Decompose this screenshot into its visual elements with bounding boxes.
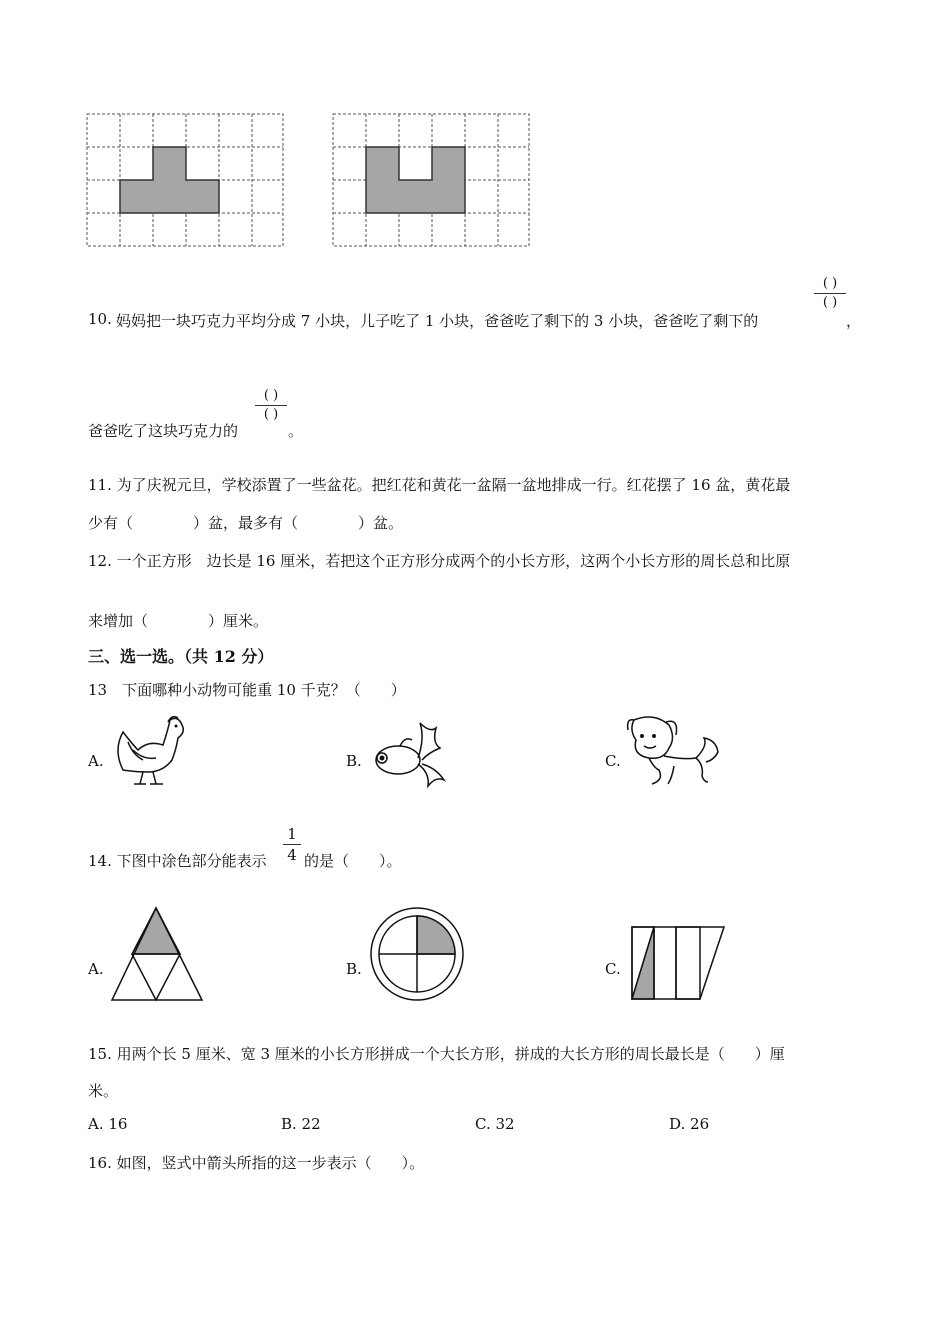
q13-text: 13 下面哪种小动物可能重 10 千克？（ ） — [88, 681, 406, 699]
triangle-figure — [110, 904, 240, 1004]
q16-text: 16. 如图，竖式中箭头所指的这一步表示（ ）。 — [88, 1154, 425, 1172]
q10-line2: 爸爸吃了这块巧克力的 — [88, 422, 239, 440]
fraction-denominator: ( ) — [822, 295, 838, 310]
q10-fraction-blank-1[interactable] — [814, 277, 846, 310]
fraction-denominator: ( ) — [263, 407, 279, 422]
q14-option-b-label[interactable]: B. — [346, 960, 362, 978]
q10-number: 10. — [88, 310, 112, 328]
fraction-denominator: 4 — [287, 846, 297, 864]
q15-option-a[interactable]: A. 16 — [88, 1115, 128, 1133]
grid-figure-right — [333, 114, 533, 249]
fraction-numerator: ( ) — [263, 388, 279, 403]
grid-figure-left — [87, 114, 287, 249]
q14-option-c-label[interactable]: C. — [605, 960, 621, 978]
q13-option-a-label[interactable]: A. — [88, 752, 104, 770]
q11-line2: 少有（ ）盆，最多有（ ）盆。 — [88, 514, 404, 532]
q15-option-b[interactable]: B. 22 — [281, 1115, 321, 1133]
q14-prefix: 14. 下图中涂色部分能表示 — [88, 852, 267, 870]
q13-option-c-label[interactable]: C. — [605, 752, 621, 770]
puppy-icon — [624, 710, 724, 790]
q13-option-b-label[interactable]: B. — [346, 752, 362, 770]
fraction-bar — [814, 293, 846, 294]
q11-line1: 11. 为了庆祝元旦，学校添置了一些盆花。把红花和黄花一盆隔一盆地排成一行。红花摆了 16 盆，黄花最 — [88, 476, 791, 494]
chicken-icon — [108, 710, 188, 790]
q15-line2: 米。 — [88, 1082, 119, 1100]
parallelogram-figure — [630, 925, 740, 1005]
q14-fraction-one-quarter — [283, 826, 301, 863]
q10-fraction-blank-2[interactable] — [255, 389, 287, 422]
q15-option-d[interactable]: D. 26 — [669, 1115, 710, 1133]
q14-option-a-label[interactable]: A. — [88, 960, 104, 978]
fraction-bar — [283, 844, 301, 845]
q10-tail: ， — [846, 312, 862, 330]
fraction-numerator: 1 — [287, 825, 297, 843]
fraction-bar — [255, 405, 287, 406]
section-3-title: 三、选一选。（共 12 分） — [88, 647, 274, 666]
q15-line1: 15. 用两个长 5 厘米、宽 3 厘米的小长方形拼成一个大长方形，拼成的大长方形的周长最长是（ ）厘 — [88, 1045, 785, 1063]
q12-line1: 12. 一个正方形 边长是 16 厘米，若把这个正方形分成两个的小长方形，这两个小长方形的周长总和比原 — [88, 552, 791, 570]
q10-line2-tail: 。 — [288, 422, 304, 440]
circle-figure — [370, 907, 470, 1007]
q10-text: 妈妈把一块巧克力平均分成 7 小块，儿子吃了 1 小块，爸爸吃了剩下的 3 小块，爸爸吃了剩下的 — [116, 312, 759, 330]
q15-option-c[interactable]: C. 32 — [475, 1115, 515, 1133]
goldfish-icon — [370, 718, 450, 788]
fraction-numerator: ( ) — [822, 276, 838, 291]
q12-line2: 来增加（ ）厘米。 — [88, 612, 269, 630]
q14-suffix: 的是（ ）。 — [304, 852, 402, 870]
